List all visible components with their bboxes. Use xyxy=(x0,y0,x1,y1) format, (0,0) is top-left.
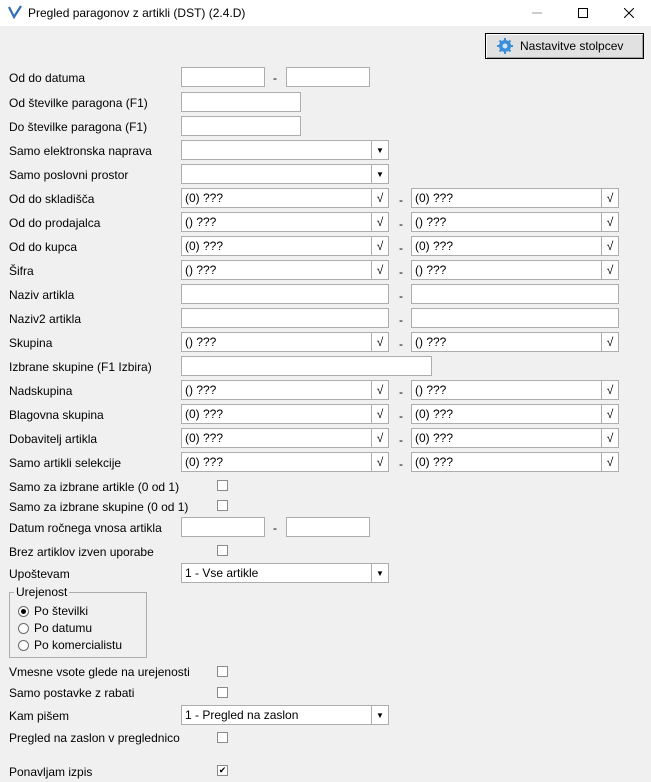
lookup-check-icon[interactable]: √ xyxy=(371,453,388,471)
receipt-from-input[interactable] xyxy=(181,92,301,112)
code-label: Šifra xyxy=(9,264,34,278)
goods-group-to-input[interactable] xyxy=(411,404,619,424)
selected-groups-label: Izbrane skupine (F1 Izbira) xyxy=(9,360,152,374)
goods-group-to-value: (0) ??? xyxy=(415,407,454,421)
lookup-check-icon[interactable]: √ xyxy=(371,213,388,231)
range-dash: - xyxy=(399,457,403,471)
selected-items-label: Samo za izbrane artikle (0 od 1) xyxy=(9,480,180,494)
minimize-button[interactable] xyxy=(514,0,560,26)
lookup-check-icon[interactable]: √ xyxy=(371,237,388,255)
range-dash: - xyxy=(399,385,403,399)
range-dash: - xyxy=(399,337,403,351)
date-to-input[interactable] xyxy=(286,67,370,87)
item-name-from-input[interactable] xyxy=(181,284,389,304)
group-from-input[interactable] xyxy=(181,332,389,352)
range-dash: - xyxy=(399,313,403,327)
selected-items-checkbox[interactable] xyxy=(217,480,228,491)
minimize-icon xyxy=(532,8,542,18)
lookup-check-icon[interactable]: √ xyxy=(601,429,618,447)
code-from-value: () ??? xyxy=(185,263,217,277)
device-label: Samo elektronska naprava xyxy=(9,144,152,158)
maximize-button[interactable] xyxy=(560,0,606,26)
lookup-check-icon[interactable]: √ xyxy=(371,261,388,279)
receipt-to-label: Do številke paragona (F1) xyxy=(9,120,148,134)
supplier-from-input[interactable] xyxy=(181,428,389,448)
selection-label: Samo artikli selekcije xyxy=(9,456,122,470)
selected-groups-chk-label: Samo za izbrane skupine (0 od 1) xyxy=(9,500,189,514)
chevron-down-icon[interactable]: ▼ xyxy=(371,165,388,183)
code-to-input[interactable] xyxy=(411,260,619,280)
app-icon xyxy=(8,5,22,19)
range-dash: - xyxy=(399,289,403,303)
device-select[interactable] xyxy=(181,140,389,160)
consider-select[interactable] xyxy=(181,563,389,583)
lookup-check-icon[interactable]: √ xyxy=(371,381,388,399)
sort-by-salesperson-label: Po komercialistu xyxy=(34,638,123,652)
selection-to-value: (0) ??? xyxy=(415,455,454,469)
seller-label: Od do prodajalca xyxy=(9,216,101,230)
sort-by-date-label: Po datumu xyxy=(34,621,93,635)
seller-to-value: () ??? xyxy=(415,215,447,229)
seller-to-input[interactable] xyxy=(411,212,619,232)
selected-groups-checkbox[interactable] xyxy=(217,500,228,511)
lookup-check-icon[interactable]: √ xyxy=(601,189,618,207)
code-from-input[interactable] xyxy=(181,260,389,280)
subtotals-checkbox[interactable] xyxy=(217,666,228,677)
lookup-check-icon[interactable]: √ xyxy=(601,381,618,399)
manual-date-to-input[interactable] xyxy=(286,517,370,537)
selection-to-input[interactable] xyxy=(411,452,619,472)
manual-date-from-input[interactable] xyxy=(181,517,265,537)
customer-from-value: (0) ??? xyxy=(185,239,224,253)
supplier-from-value: (0) ??? xyxy=(185,431,224,445)
repeat-print-checkbox[interactable] xyxy=(217,765,228,776)
lookup-check-icon[interactable]: √ xyxy=(371,405,388,423)
seller-from-input[interactable] xyxy=(181,212,389,232)
supplier-to-input[interactable] xyxy=(411,428,619,448)
warehouse-to-value: (0) ??? xyxy=(415,191,454,205)
range-dash: - xyxy=(399,433,403,447)
title-bar xyxy=(0,0,651,26)
range-dash: - xyxy=(399,193,403,207)
window-title: Pregled paragonov z artikli (DST) (2.4.D) xyxy=(28,6,246,20)
range-dash: - xyxy=(399,409,403,423)
maximize-icon xyxy=(578,8,588,18)
supergroup-to-value: () ??? xyxy=(415,383,447,397)
chevron-down-icon[interactable]: ▼ xyxy=(371,564,388,582)
goods-group-from-value: (0) ??? xyxy=(185,407,224,421)
lookup-check-icon[interactable]: √ xyxy=(601,453,618,471)
date-from-input[interactable] xyxy=(181,67,265,87)
lookup-check-icon[interactable]: √ xyxy=(601,333,618,351)
range-dash: - xyxy=(399,241,403,255)
receipt-to-input[interactable] xyxy=(181,116,301,136)
spreadsheet-label: Pregled na zaslon v preglednico xyxy=(9,731,180,745)
customer-to-input[interactable] xyxy=(411,236,619,256)
group-to-value: () ??? xyxy=(415,335,447,349)
warehouse-to-input[interactable] xyxy=(411,188,619,208)
manual-entry-date-label: Datum ročnega vnosa artikla xyxy=(9,521,162,535)
customer-from-input[interactable] xyxy=(181,236,389,256)
spreadsheet-checkbox[interactable] xyxy=(217,732,228,743)
output-value: 1 - Pregled na zaslon xyxy=(185,708,299,722)
premises-select[interactable] xyxy=(181,164,389,184)
group-to-input[interactable] xyxy=(411,332,619,352)
selected-groups-input[interactable] xyxy=(181,356,432,376)
date-range-label: Od do datuma xyxy=(9,71,86,85)
range-dash: - xyxy=(399,265,403,279)
item-name2-label: Naziv2 artikla xyxy=(9,312,82,326)
manual-date-dash: - xyxy=(273,521,277,535)
consider-label: Upoštevam xyxy=(9,567,70,581)
receipt-from-label: Od številke paragona (F1) xyxy=(9,96,148,110)
chevron-down-icon[interactable]: ▼ xyxy=(371,141,388,159)
item-name2-from-input[interactable] xyxy=(181,308,389,328)
output-select[interactable] xyxy=(181,705,389,725)
lookup-check-icon[interactable]: √ xyxy=(371,429,388,447)
code-to-value: () ??? xyxy=(415,263,447,277)
customer-to-value: (0) ??? xyxy=(415,239,454,253)
close-button[interactable] xyxy=(606,0,651,26)
warehouse-from-value: (0) ??? xyxy=(185,191,224,205)
lookup-check-icon[interactable]: √ xyxy=(601,237,618,255)
range-dash: - xyxy=(399,217,403,231)
sort-by-date-radio[interactable] xyxy=(18,623,29,634)
supergroup-to-input[interactable] xyxy=(411,380,619,400)
exclude-unused-label: Brez artiklov izven uporabe xyxy=(9,545,154,559)
close-icon xyxy=(624,8,634,18)
supplier-label: Dobavitelj artikla xyxy=(9,432,98,446)
item-name-to-input[interactable] xyxy=(411,284,619,304)
selection-from-input[interactable] xyxy=(181,452,389,472)
exclude-unused-checkbox[interactable] xyxy=(217,545,228,556)
group-label: Skupina xyxy=(9,336,53,350)
lookup-check-icon[interactable]: √ xyxy=(601,261,618,279)
customer-label: Od do kupca xyxy=(9,240,78,254)
goods-group-label: Blagovna skupina xyxy=(9,408,104,422)
supergroup-from-input[interactable] xyxy=(181,380,389,400)
sort-by-number-radio[interactable] xyxy=(18,606,29,617)
column-settings-label: Nastavitve stolpcev xyxy=(520,39,624,53)
discount-only-label: Samo postavke z rabati xyxy=(9,686,135,700)
discount-only-checkbox[interactable] xyxy=(217,687,228,698)
output-label: Kam pišem xyxy=(9,709,70,723)
selection-from-value: (0) ??? xyxy=(185,455,224,469)
consider-value: 1 - Vse artikle xyxy=(185,566,259,580)
supplier-to-value: (0) ??? xyxy=(415,431,454,445)
subtotals-label: Vmesne vsote glede na urejenosti xyxy=(9,665,190,679)
warehouse-label: Od do skladišča xyxy=(9,192,95,206)
premises-label: Samo poslovni prostor xyxy=(9,168,129,182)
date-range-dash: - xyxy=(273,71,277,85)
item-name2-to-input[interactable] xyxy=(411,308,619,328)
warehouse-from-input[interactable] xyxy=(181,188,389,208)
supergroup-from-value: () ??? xyxy=(185,383,217,397)
sort-group-title: Urejenost xyxy=(16,585,68,599)
sort-by-number-label: Po številki xyxy=(34,604,89,618)
group-from-value: () ??? xyxy=(185,335,217,349)
lookup-check-icon[interactable]: √ xyxy=(601,405,618,423)
seller-from-value: () ??? xyxy=(185,215,217,229)
lookup-check-icon[interactable]: √ xyxy=(601,213,618,231)
sort-by-salesperson-radio[interactable] xyxy=(18,640,29,651)
goods-group-from-input[interactable] xyxy=(181,404,389,424)
lookup-check-icon[interactable]: √ xyxy=(371,189,388,207)
repeat-print-label: Ponavljam izpis xyxy=(9,765,93,779)
column-settings-button[interactable] xyxy=(485,33,644,59)
gear-icon xyxy=(494,37,516,55)
chevron-down-icon[interactable]: ▼ xyxy=(371,706,388,724)
item-name-label: Naziv artikla xyxy=(9,288,75,302)
lookup-check-icon[interactable]: √ xyxy=(371,333,388,351)
supergroup-label: Nadskupina xyxy=(9,384,73,398)
